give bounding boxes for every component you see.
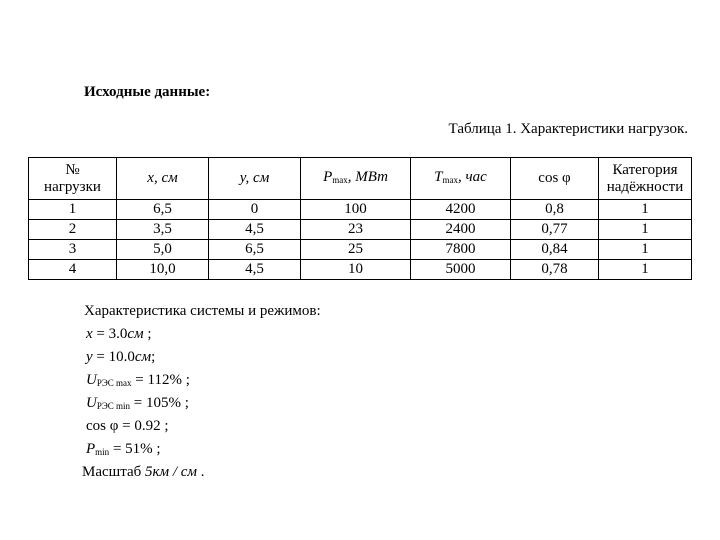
header-x: x, см [117,158,209,200]
cell-category: 1 [599,240,692,260]
table-caption: Таблица 1. Характеристики нагрузок. [448,121,688,137]
table-row [29,240,692,260]
page-heading: Исходные данные: [84,84,211,100]
param-p-min: $P_{min} = 51\%$ ; [86,441,161,457]
system-title: Характеристика системы и режимов: [84,303,321,319]
cell-pmax: 10 [301,260,411,280]
cell-y: 4,5 [209,260,301,280]
param-u-max: $U_{РЭС max} = 112\%$ ; [86,372,190,388]
param-x: x = 3.0см ; [86,326,152,342]
header-reliability-category: Категория надёжности [599,158,692,200]
table-header-row [29,158,692,200]
cell-category: 1 [599,220,692,240]
system-parameters [84,301,321,485]
param-cos-phi: cos φ = 0.92 ; [86,418,169,434]
cell-y: 0 [209,200,301,220]
cell-cos: 0,78 [511,260,599,280]
cell-cos: 0,77 [511,220,599,240]
cell-pmax: 23 [301,220,411,240]
cell-number: 3 [29,240,117,260]
param-y: y = 10.0см; [86,349,156,365]
cell-tmax: 4200 [411,200,511,220]
header-tmax: $T_{max}$, час [411,158,511,200]
header-pmax: $P_{max}$, МВт [301,158,411,200]
cell-y: 4,5 [209,220,301,240]
table-row [29,200,692,220]
loads-table [28,157,692,280]
cell-cos: 0,8 [511,200,599,220]
header-load-number: № нагрузки [29,158,117,200]
cell-category: 1 [599,260,692,280]
cell-x: 5,0 [117,240,209,260]
cell-tmax: 5000 [411,260,511,280]
header-cos-phi: cos φ [511,158,599,200]
cell-tmax: 2400 [411,220,511,240]
cell-x: 6,5 [117,200,209,220]
cell-cos: 0,84 [511,240,599,260]
cell-x: 3,5 [117,220,209,240]
cell-x: 10,0 [117,260,209,280]
cell-tmax: 7800 [411,240,511,260]
header-y: y, см [209,158,301,200]
table-row [29,260,692,280]
cell-pmax: 25 [301,240,411,260]
cell-pmax: 100 [301,200,411,220]
param-scale: Масштаб 5км / см . [82,464,205,480]
cell-number: 1 [29,200,117,220]
cell-y: 6,5 [209,240,301,260]
table-row [29,220,692,240]
cell-number: 2 [29,220,117,240]
param-u-min: $U_{РЭС min} = 105\%$ ; [86,395,189,411]
cell-number: 4 [29,260,117,280]
cell-category: 1 [599,200,692,220]
